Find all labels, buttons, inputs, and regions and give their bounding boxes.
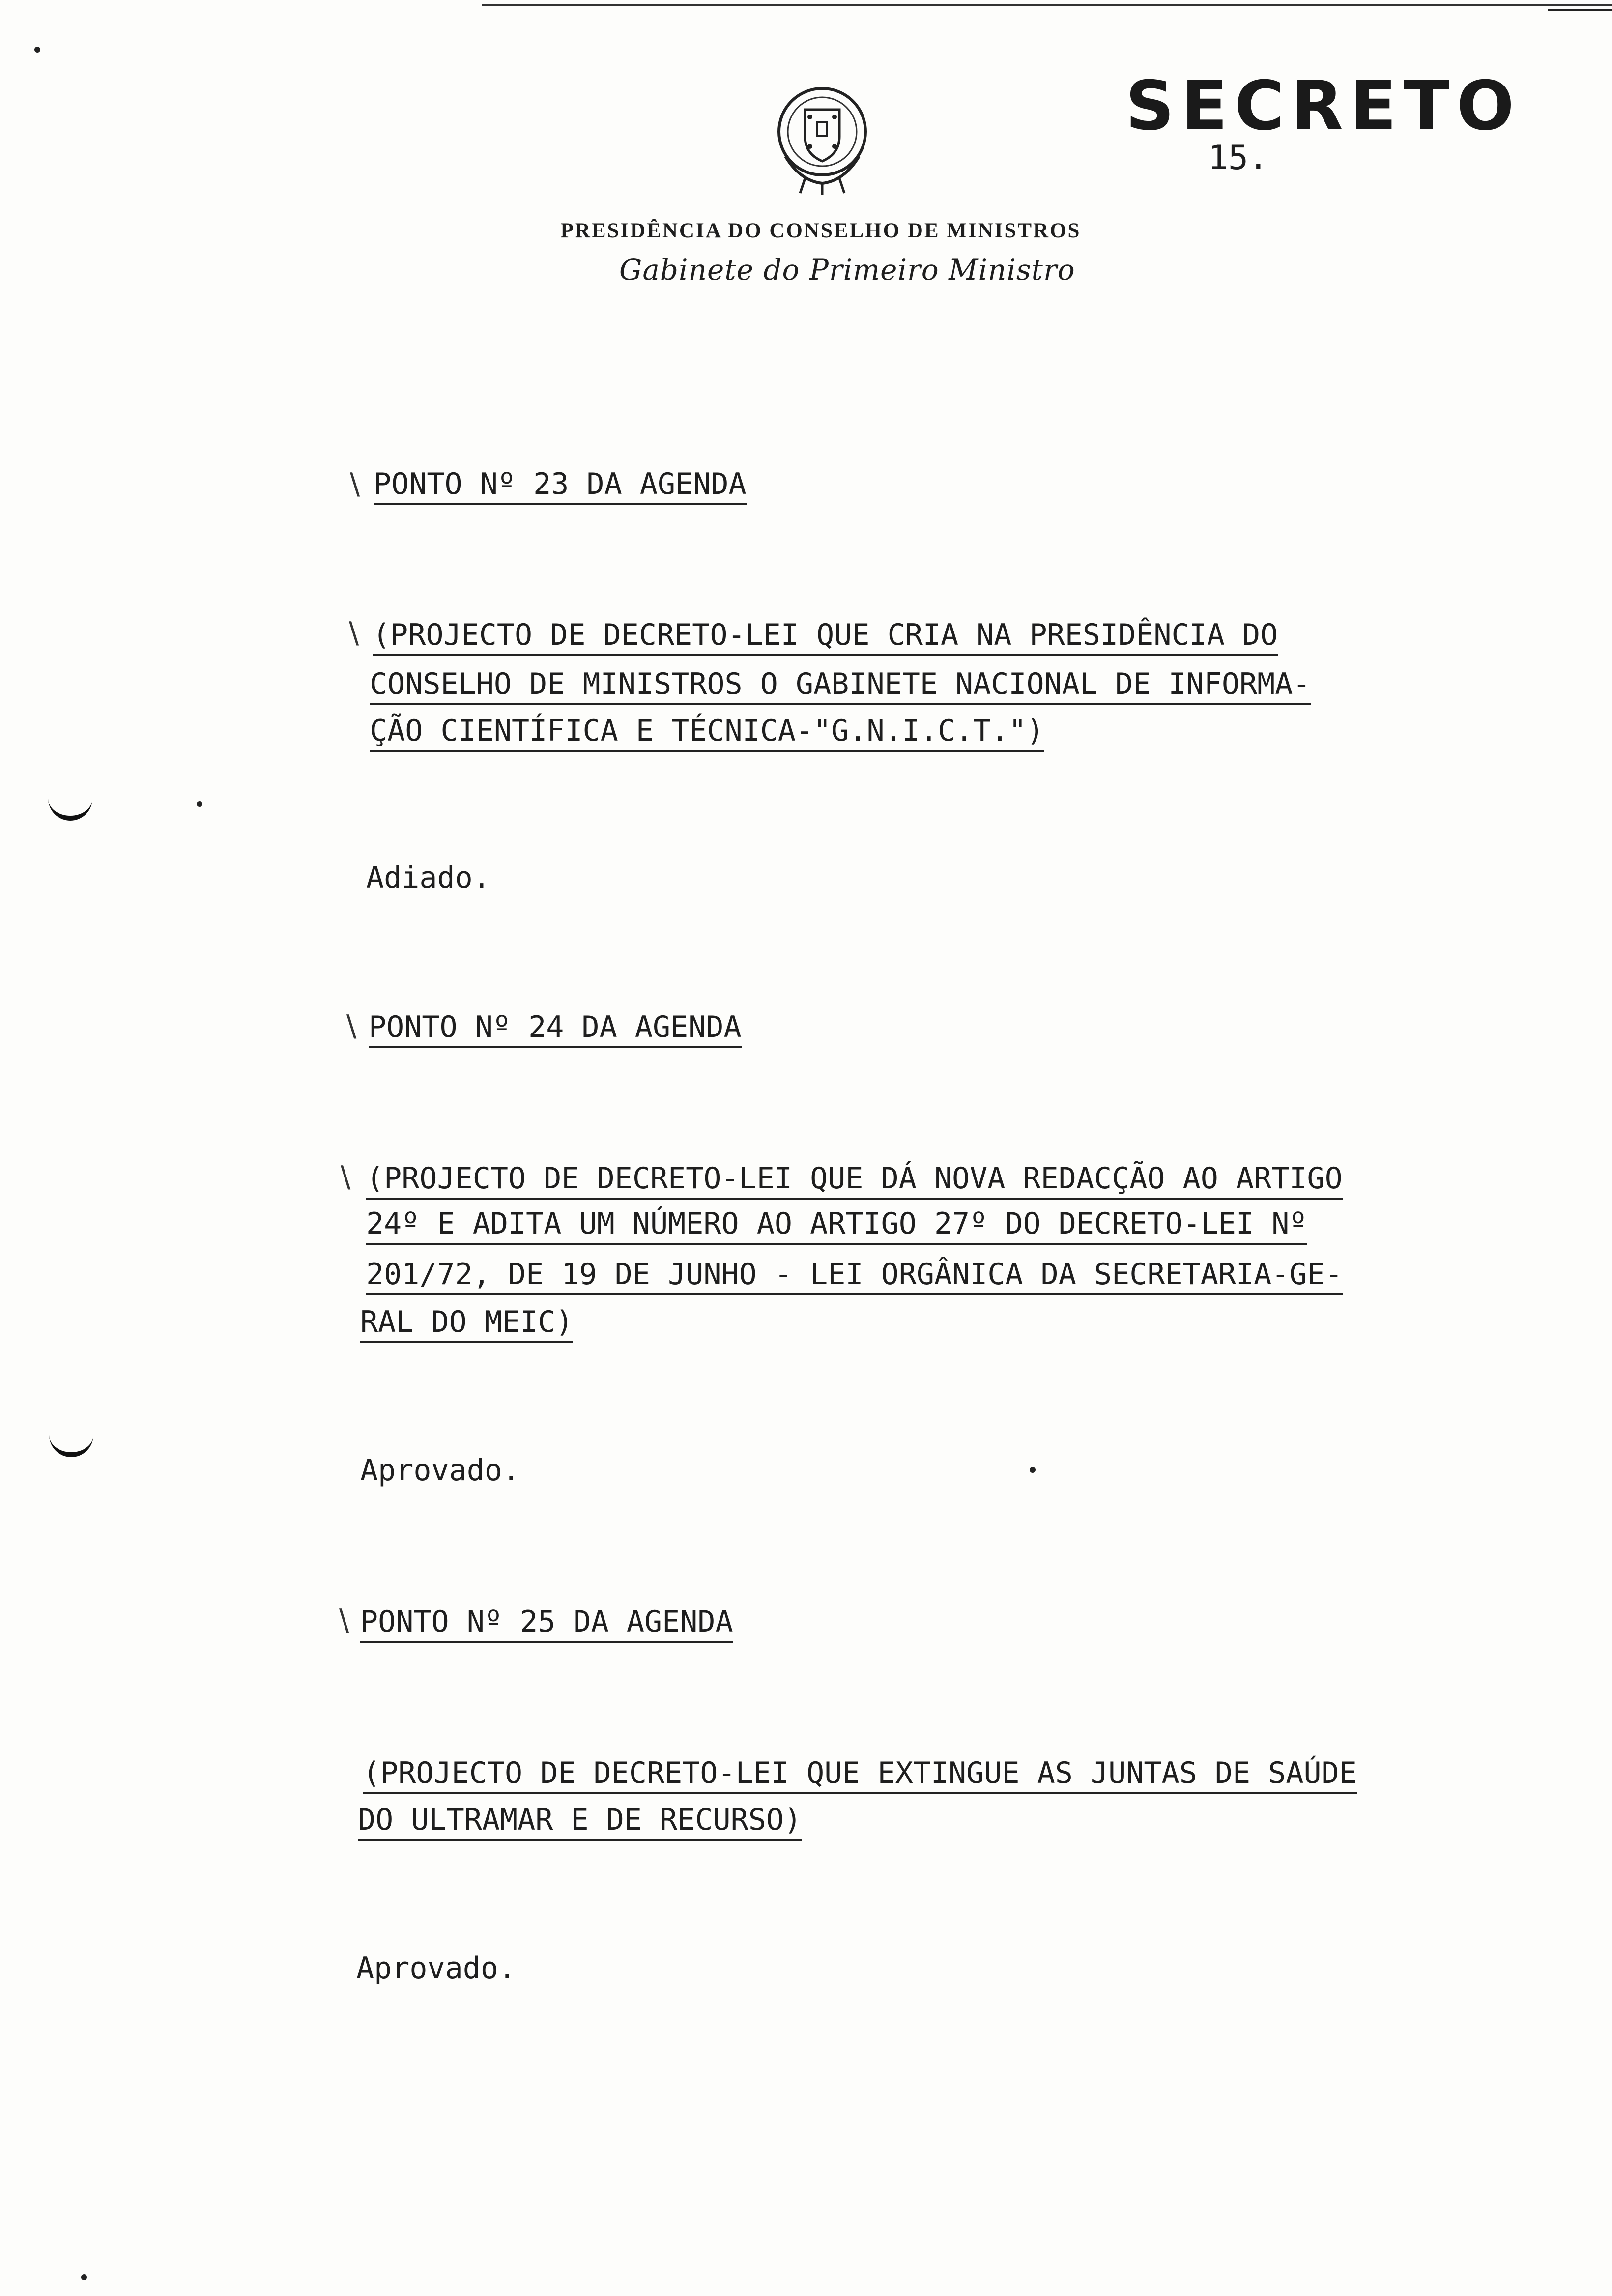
agenda-item-subject-line: DO ULTRAMAR E DE RECURSO) bbox=[358, 1805, 802, 1835]
scan-speck bbox=[34, 47, 40, 53]
margin-check-mark bbox=[48, 791, 92, 821]
top-edge-rule bbox=[482, 4, 1612, 6]
agenda-item-heading: PONTO Nº 23 DA AGENDA bbox=[374, 469, 747, 499]
scan-speck bbox=[197, 801, 202, 807]
agenda-item-subject-line: 24º E ADITA UM NÚMERO AO ARTIGO 27º DO DECRETO-LEI Nº bbox=[366, 1209, 1307, 1238]
agenda-item-subject-line: RAL DO MEIC) bbox=[360, 1307, 573, 1337]
margin-check-mark bbox=[49, 1428, 93, 1457]
agenda-item-decision: Aprovado. bbox=[360, 1453, 520, 1488]
scan-speck bbox=[81, 2274, 87, 2280]
agenda-item-subject-line: (PROJECTO DE DECRETO-LEI QUE CRIA NA PRESIDÊNCIA DO bbox=[373, 620, 1278, 650]
cabinet-subheading: Gabinete do Primeiro Ministro bbox=[619, 253, 1075, 287]
agenda-item-subject-line: ÇÃO CIENTÍFICA E TÉCNICA-"G.N.I.C.T.") bbox=[370, 716, 1044, 746]
agenda-item-subject-line: 201/72, DE 19 DE JUNHO - LEI ORGÂNICA DA SECRETARIA-GE- bbox=[366, 1260, 1343, 1289]
agenda-item-subject-line: (PROJECTO DE DECRETO-LEI QUE DÁ NOVA REDACÇÃO AO ARTIGO bbox=[366, 1164, 1343, 1193]
agenda-item-heading: PONTO Nº 24 DA AGENDA bbox=[369, 1012, 742, 1042]
agenda-item-decision: Adiado. bbox=[366, 861, 490, 895]
agenda-item-subject-line: CONSELHO DE MINISTROS O GABINETE NACIONAL DE INFORMA- bbox=[370, 669, 1311, 699]
coat-of-arms-icon bbox=[771, 83, 874, 196]
page-number: 15. bbox=[1208, 139, 1268, 177]
scan-speck bbox=[1030, 1467, 1036, 1473]
margin-tick: \ bbox=[341, 1160, 351, 1194]
margin-tick: \ bbox=[346, 1009, 357, 1043]
margin-tick: \ bbox=[350, 467, 360, 501]
classification-stamp: SECRETO bbox=[1125, 66, 1521, 145]
office-heading: PRESIDÊNCIA DO CONSELHO DE MINISTROS bbox=[560, 219, 1081, 242]
agenda-item-decision: Aprovado. bbox=[356, 1951, 517, 1985]
agenda-item-subject-line: (PROJECTO DE DECRETO-LEI QUE EXTINGUE AS JUNTAS DE SAÚDE bbox=[363, 1758, 1357, 1788]
margin-tick: \ bbox=[339, 1603, 349, 1637]
agenda-item-heading: PONTO Nº 25 DA AGENDA bbox=[360, 1607, 733, 1636]
top-edge-mark bbox=[1548, 9, 1612, 11]
margin-tick: \ bbox=[349, 616, 359, 650]
